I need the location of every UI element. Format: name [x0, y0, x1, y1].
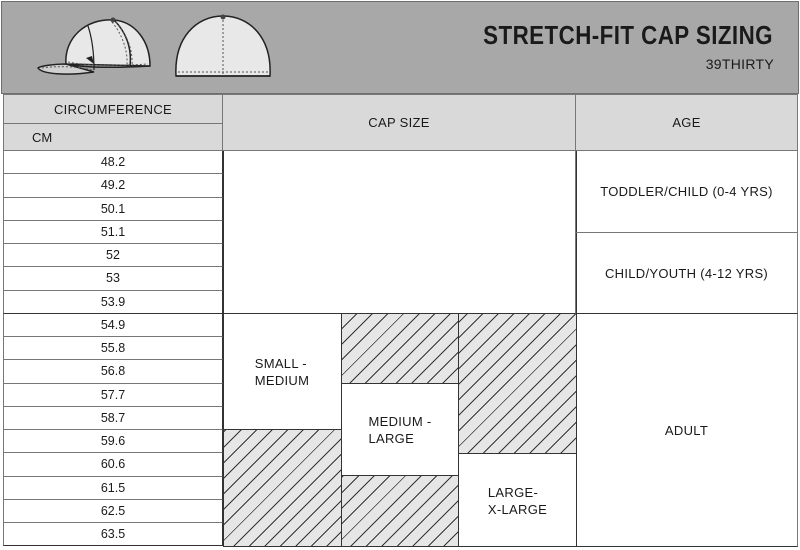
chart-title: STRETCH-FIT CAP SIZING [483, 20, 773, 50]
hatch-col3-top [458, 314, 576, 454]
circumference-row: 61.5 [3, 477, 223, 500]
circumference-row: 50.1 [3, 198, 223, 221]
unit-label: CM [32, 129, 53, 145]
size-small-medium-label: SMALL - MEDIUM [254, 355, 310, 388]
hatch-col2-bottom [341, 476, 458, 547]
circumference-row: 52 [3, 244, 223, 267]
circumference-row: 59.6 [3, 430, 223, 453]
circumference-row: 48.2 [3, 151, 223, 174]
cap-back-icon [168, 8, 278, 88]
circumference-row: 60.6 [3, 453, 223, 476]
age-adult [576, 314, 798, 547]
circumference-row: 51.1 [3, 221, 223, 244]
cap-size-empty-area [223, 151, 576, 314]
age-header [576, 94, 798, 151]
size-small-medium [223, 314, 341, 430]
circumference-row: 63.5 [3, 523, 223, 546]
circumference-row: 49.2 [3, 174, 223, 197]
chart-subtitle: 39THIRTY [705, 56, 774, 72]
size-medium-large [341, 384, 458, 476]
age-youth [576, 233, 798, 314]
circumference-row: 56.8 [3, 360, 223, 383]
unit-header [3, 124, 223, 151]
hatch-col1-bottom [223, 430, 341, 547]
age-label: AGE [672, 115, 701, 130]
size-large-xlarge-label: LARGE- X-LARGE [487, 484, 548, 517]
circumference-row: 53.9 [3, 291, 223, 314]
age-toddler-label: TODDLER/CHILD (0-4 YRS) [600, 184, 773, 199]
circumference-row: 55.8 [3, 337, 223, 360]
cap-size-header [223, 94, 576, 151]
circumference-row: 54.9 [3, 314, 223, 337]
circumference-row: 58.7 [3, 407, 223, 430]
age-toddler [576, 151, 798, 233]
circumference-row: 57.7 [3, 384, 223, 407]
hatch-col2-top [341, 314, 458, 384]
circumference-row: 62.5 [3, 500, 223, 523]
age-youth-label: CHILD/YOUTH (4-12 YRS) [604, 265, 769, 281]
size-large-xlarge [458, 454, 576, 547]
age-adult-label: ADULT [664, 422, 709, 438]
cap-side-icon [36, 8, 156, 88]
circumference-header [3, 94, 223, 124]
circumference-label: CIRCUMFERENCE [53, 101, 172, 117]
circumference-row: 53 [3, 267, 223, 290]
size-medium-large-label: MEDIUM - LARGE [368, 413, 432, 446]
cap-size-label: CAP SIZE [368, 115, 430, 130]
